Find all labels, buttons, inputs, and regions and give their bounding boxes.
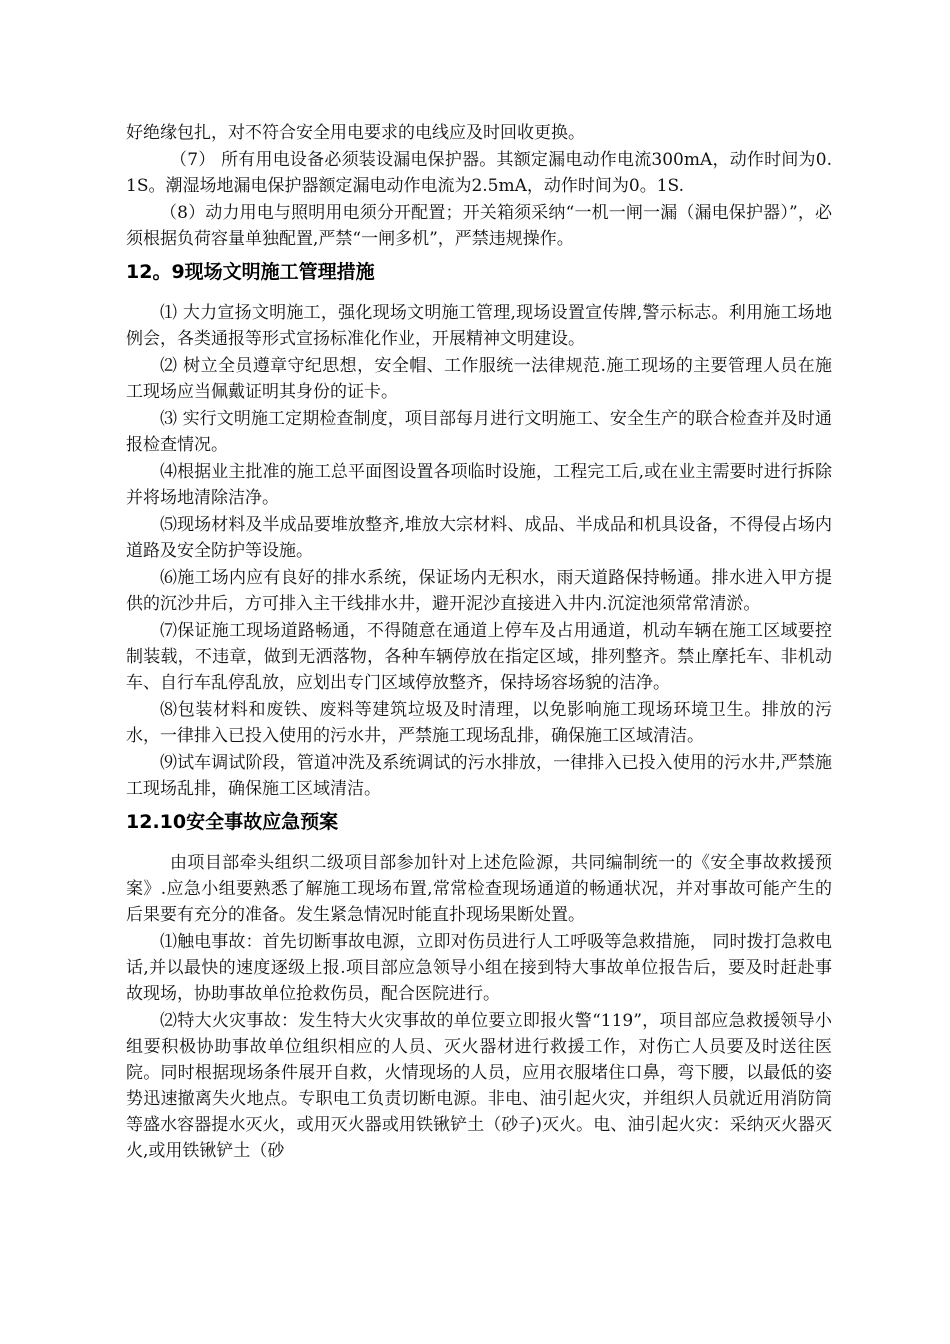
list-item: ⑺保证施工现场道路畅通，不得随意在通道上停车及占用通道，机动车辆在施工区域要控制装载，不违章，做到无洒落物，各种车辆停放在指定区域，排列整齐。禁止摩托车、非机动车、自行车乱停乱放，应划出专门区域停放整齐，保持场容场貌的洁净。 [126, 621, 832, 693]
list-item: ⑴触电事故：首先切断事故电源，立即对伤员进行人工呼吸等急救措施， 同时拨打急救电话,并以最快的速度逐级上报.项目部应急领导小组在接到特大事故单位报告后，要及时赶赴事故现场，协助事故单位抢救伤员，配合医院进行。 [126, 932, 832, 1004]
list-item: ⑵特大火灾事故：发生特大火灾事故的单位要立即报火警“119”，项目部应急救援领导小组要积极协助事故单位组织相应的人员、灭火器材进行救援工作，对伤亡人员要及时送往医院。同时根据现场条件展开自救，火情现场的人员，应用衣服堵住口鼻，弯下腰，以最低的姿势迅速撤离失火地点。专职电工负责切断电源。非电、油引起火灾，并组织人员就近用消防筒等盛水容器提水灭火，或用灭火器或用铁锹铲土（砂子)灭火。电、油引起火灾：采纳灭火器灭火,或用铁锹铲土（砂 [126, 1011, 832, 1161]
section-heading-12-9: 12。9现场文明施工管理措施 [126, 261, 375, 283]
section-12-9-body [126, 300, 832, 802]
section-12-10-body [126, 850, 832, 1164]
section-intro-paragraph: 由项目部牵头组织二级项目部参加针对上述危险源，共同编制统一的《安全事故救援预案》.应急小组要熟悉了解施工现场布置,常常检查现场通道的畅通状况，并对事故可能产生的后果要有充分的准备。发生紧急情况时能直扑现场果断处置。 [126, 853, 832, 925]
intro-block [126, 120, 832, 252]
list-item: ⑻包装材料和废铁、废料等建筑垃圾及时清理，以免影响施工现场环境卫生。排放的污水，一律排入已投入使用的污水井，严禁施工现场乱排，确保施工区域清洁。 [126, 700, 832, 746]
list-item: ⑹施工场内应有良好的排水系统，保证场内无积水，雨天道路保持畅通。排水进入甲方提供的沉沙井后，方可排入主干线排水井，避开泥沙直接进入井内.沉淀池须常常清淤。 [126, 568, 832, 614]
section-heading-12-10: 12.10安全事故应急预案 [126, 811, 339, 833]
paragraph-continuation: 好绝缘包扎，对不符合安全用电要求的电线应及时回收更换。 [126, 123, 585, 143]
list-item: ⑴ 大力宣扬文明施工，强化现场文明施工管理,现场设置宣传牌,警示标志。利用施工场地例会，各类通报等形式宣扬标准化作业，开展精神文明建设。 [126, 303, 832, 349]
list-item: ⑶ 实行文明施工定期检查制度，项目部每月进行文明施工、安全生产的联合检查并及时通报检查情况。 [126, 409, 832, 455]
document-page [126, 120, 832, 1165]
list-item: ⑼试车调试阶段，管道冲洗及系统调试的污水排放，一律排入已投入使用的污水井,严禁施工现场乱排，确保施工区域清洁。 [126, 753, 832, 799]
list-item: ⑵ 树立全员遵章守纪思想，安全帽、工作服统一法律规范.施工现场的主要管理人员在施工现场应当佩戴证明其身份的证卡。 [126, 356, 832, 402]
paragraph-item-7: （7） 所有用电设备必须装设漏电保护器。其额定漏电动作电流300mA，动作时间为0.1S。潮湿场地漏电保护器额定漏电动作电流为2.5mA，动作时间为0。1S. [126, 150, 832, 196]
paragraph-item-8: （8）动力用电与照明用电须分开配置；开关箱须采纳“一机一闸一漏（漏电保护器）”，必须根据负荷容量单独配置,严禁“一闸多机”，严禁违规操作。 [126, 203, 832, 249]
list-item: ⑸现场材料及半成品要堆放整齐,堆放大宗材料、成品、半成品和机具设备，不得侵占场内道路及安全防护等设施。 [126, 515, 832, 561]
list-item: ⑷根据业主批准的施工总平面图设置各项临时设施，工程完工后,或在业主需要时进行拆除并将场地清除洁净。 [126, 462, 832, 508]
